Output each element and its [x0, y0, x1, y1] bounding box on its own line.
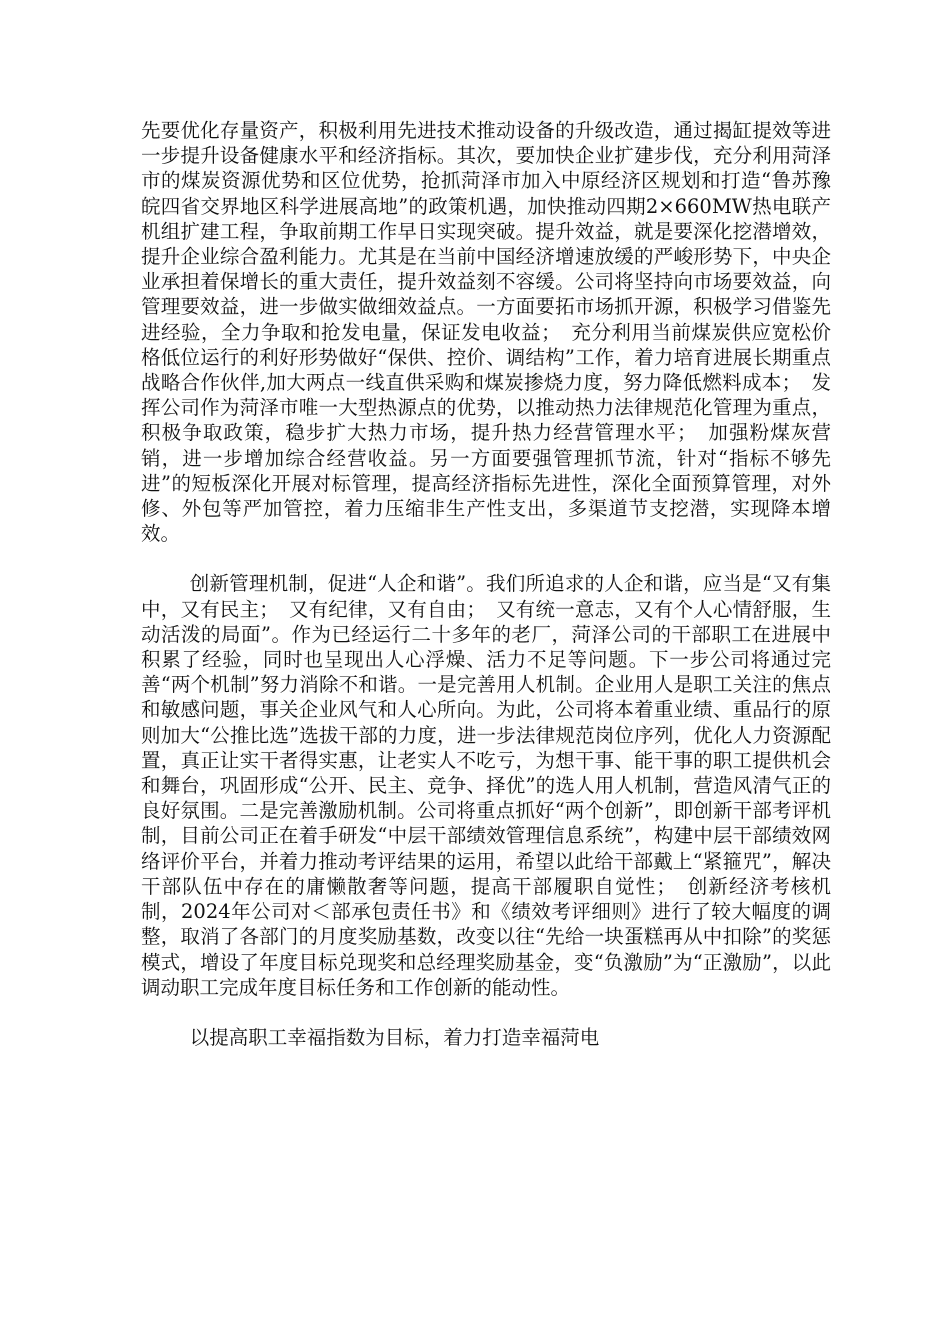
paragraph-innovation-management: 创新管理机制，促进“人企和谐”。我们所追求的人企和谐，应当是“又有集中，又有民主； 又有纪律，又有自由； 又有统一意志，又有个人心情舒服，生动活泼的局面”。作为已经运行二十多年的老厂，菏泽公司的干部职工在进展中积累了经验，同时也呈现出人心浮燥、活力不足等问题。下一步公司将通过完善“两个机制”努力消除不和谐。一是完善用人机制。企业用人是职工关注的焦点和敏感问题，事关企业风气和人心所向。为此，公司将本着重业绩、重品行的原则加大“公推比选”选拔干部的力度，进一步法律规范岗位序列，优化人力资源配置，真正让实干者得实惠，让老实人不吃亏，为想干事、能干事的职工提供机会和舞台，巩固形成“公开、民主、竞争、择优”的选人用人机制，营造风清气正的良好氛围。二是完善激励机制。公司将重点抓好“两个创新”，即创新干部考评机制，目前公司正在着手研发“中层干部绩效管理信息系统”，构建中层干部绩效网络评价平台，并着力推动考评结果的运用，希望以此给干部戴上“紧箍咒”，解决干部队伍中存在的庸懒散奢等问题，提高干部履职自觉性； 创新经济考核机制，2024年公司对＜部承包责任书》和《绩效考评细则》进行了较大幅度的调整，取消了各部门的月度奖励基数，改变以往“先给一块蛋糕再从中扣除”的奖惩模式，增设了年度目标兑现奖和总经理奖励基金，变“负激励”为“正激励”，以此调动职工完成年度目标任务和工作创新的能动性。 [141, 572, 831, 999]
paragraph-optimize-assets: 先要优化存量资产，积极利用先进技术推动设备的升级改造，通过揭缸提效等进一步提升设备健康水平和经济指标。其次，要加快企业扩建步伐，充分利用菏泽市的煤炭资源优势和区位优势，抢抓菏泽市加入中原经济区规划和打造“鲁苏豫皖四省交界地区科学进展高地”的政策机遇，加快推动四期2×660MW热电联产机组扩建工程，争取前期工作早日实现突破。提升效益，就是要深化挖潜增效，提升企业综合盈利能力。尤其是在当前中国经济增速放缓的严峻形势下，中央企业承担着保增长的重大责任，提升效益刻不容缓。公司将坚持向市场要效益，向管理要效益，进一步做实做细效益点。一方面要拓市场抓开源，积极学习借鉴先进经验，全力争取和抢发电量，保证发电收益； 充分利用当前煤炭供应宽松价格低位运行的利好形势做好“保供、控价、调结构”工作，着力培育进展长期重点战略合作伙伴,加大两点一线直供采购和煤炭掺烧力度，努力降低燃料成本； 发挥公司作为菏泽市唯一大型热源点的优势，以推动热力法律规范化管理为重点，积极争取政策，稳步扩大热力市场，提升热力经营管理水平； 加强粉煤灰营销，进一步增加综合经营收益。另一方面要强管理抓节流，针对“指标不够先进”的短板深化开展对标管理，提高经济指标先进性，深化全面预算管理，对外修、外包等严加管控，着力压缩非生产性支出，多渠道节支挖潜，实现降本增效。 [141, 119, 831, 546]
paragraph-heading-happiness: 以提高职工幸福指数为目标，着力打造幸福菏电 [189, 1025, 600, 1049]
document-body [141, 118, 831, 1050]
